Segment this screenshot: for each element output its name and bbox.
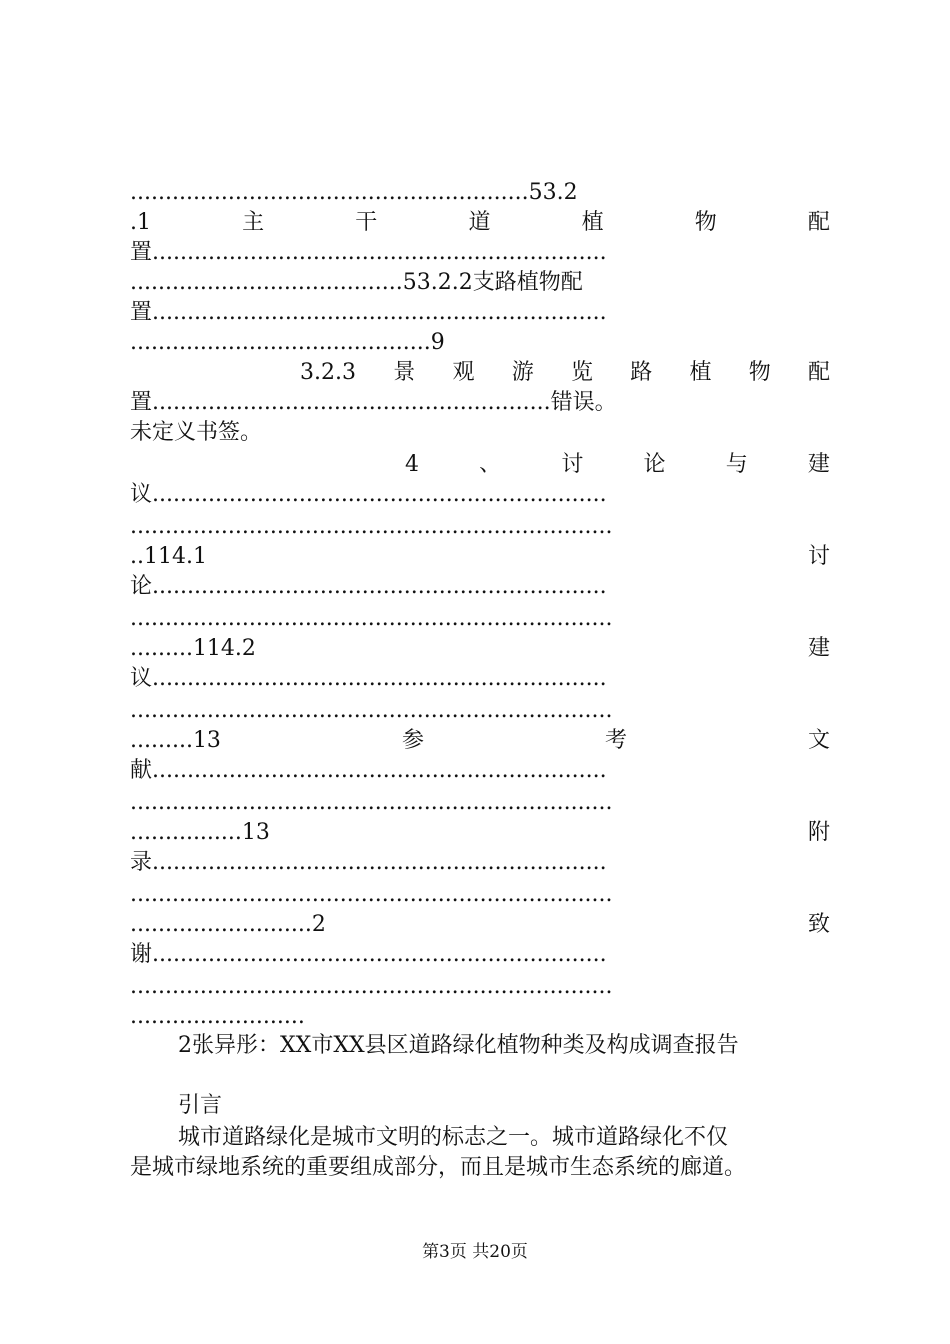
toc-line: 议................................................................. [130,666,607,691]
toc-text: 讨 [807,544,830,569]
toc-text: 附 [807,820,830,845]
toc-line: 论................................................................. [130,574,607,599]
intro-paragraph-line: 城市道路绿化是城市文明的标志之一。城市道路绿化不仅 [178,1125,729,1150]
toc-text: 致 [807,912,830,937]
toc-text: .1 [130,210,151,235]
toc-line: 议................................................................. [130,482,607,507]
toc-entry-4 [405,450,830,480]
toc-line: ...........................................9 [130,330,445,355]
toc-entry-4-1 [130,542,830,572]
toc-text: 植 [581,210,604,235]
toc-text: .........114.2 [130,636,256,661]
toc-text: 论 [643,452,666,477]
toc-line: 置................................................................. [130,240,607,265]
toc-text: 观 [452,360,475,385]
toc-text: 文 [807,728,830,753]
toc-entry-appendix [130,818,830,848]
toc-line: ..................................................................... [130,514,613,539]
toc-text: 植 [689,360,712,385]
toc-line: 谢................................................................. [130,942,607,967]
toc-text: 、 [479,452,502,477]
toc-text: ..........................2 [130,912,326,937]
toc-line: ..................................................................... [130,606,613,631]
toc-text: 配 [807,210,830,235]
toc-line: ..................................................................... [130,974,613,999]
toc-text: 干 [355,210,378,235]
toc-entry-3-2-3 [300,358,830,388]
toc-line: 录................................................................. [130,850,607,875]
toc-text: 景 [393,360,416,385]
section-heading: 引言 [178,1093,223,1118]
toc-text: 主 [242,210,265,235]
toc-text: 与 [725,452,748,477]
toc-text: 览 [570,360,593,385]
running-title: 2张异彤：XX市XX县区道路绿化植物种类及构成调查报告 [178,1033,739,1058]
toc-text: 3.2.3 [300,360,356,385]
toc-text: 路 [630,360,653,385]
toc-text: 建 [807,452,830,477]
toc-text: 配 [807,360,830,385]
toc-line: ..................................................................... [130,698,613,723]
toc-entry-thanks [130,910,830,940]
toc-entry-references [130,726,830,756]
toc-text: 物 [748,360,771,385]
toc-text: 参 [401,728,424,753]
toc-text: 物 [694,210,717,235]
toc-line: ..................................................................... [130,882,613,907]
toc-line: 献................................................................. [130,758,607,783]
toc-text: 4 [405,452,419,477]
toc-line: .......................................53.2.2支路植物配 [130,270,583,295]
toc-line: 置................................................................. [130,300,607,325]
toc-text: 游 [511,360,534,385]
toc-line: ..................................................................... [130,790,613,815]
toc-line: 置.........................................................错误。 [130,390,617,415]
toc-text: .........13 [130,728,221,753]
intro-paragraph-line: 是城市绿地系统的重要组成部分，而且是城市生态系统的廊道。 [130,1155,747,1180]
toc-line: ......................... [130,1004,305,1029]
toc-entry-4-2 [130,634,830,664]
toc-text: 建 [807,636,830,661]
toc-line: .........................................................53.2 [130,180,578,205]
toc-text: 考 [604,728,627,753]
toc-text: 道 [468,210,491,235]
page-footer: 第3页 共20页 [422,1242,528,1262]
toc-line: 未定义书签。 [130,420,263,445]
toc-text: 讨 [561,452,584,477]
toc-text: ..114.1 [130,544,207,569]
toc-entry-3-2-1 [130,208,830,238]
toc-text: ................13 [130,820,270,845]
